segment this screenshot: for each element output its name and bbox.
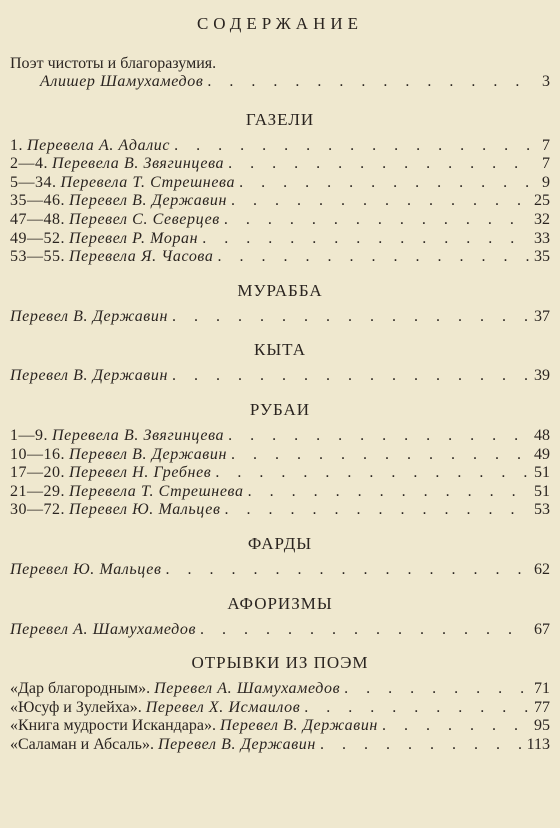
page-number: 7 — [542, 155, 550, 173]
page-number: 9 — [542, 173, 550, 191]
toc-entry — [10, 137, 550, 156]
section-spacer — [10, 92, 550, 110]
entry-translator: Перевел С. Северцев — [69, 210, 220, 228]
section-spacer — [10, 639, 550, 653]
leader-dots — [172, 308, 530, 327]
leader-dots — [344, 680, 530, 699]
page-number: 25 — [534, 192, 550, 210]
entry-label — [10, 699, 300, 718]
page-number: 33 — [534, 229, 550, 247]
section-block — [10, 340, 550, 386]
entry-translator: Перевел Ю. Мальцев — [69, 501, 221, 519]
leader-dots — [228, 155, 530, 174]
section-heading: ФАРДЫ — [247, 533, 313, 553]
entry-number: «Дар благородным». — [10, 680, 151, 698]
entry-translator: Перевела Т. Стрешнева — [69, 482, 244, 500]
section-block — [10, 534, 550, 580]
leader-dots — [217, 248, 530, 267]
section-block — [10, 400, 550, 520]
entry-translator: Перевел Х. Исмаилов — [145, 698, 301, 716]
entry-translator: Перевел А. Шамухамедов — [154, 680, 341, 698]
section-spacer — [10, 580, 550, 594]
section-spacer — [10, 386, 550, 400]
entry-number: 35—46. — [10, 192, 65, 210]
entry-label — [10, 501, 221, 520]
entry-label — [10, 230, 198, 249]
entry-label — [10, 446, 227, 465]
entry-translator: Перевела Т. Стрешнева — [60, 173, 236, 191]
toc-entry — [10, 717, 550, 736]
entry-label — [10, 680, 340, 699]
entry-number: 30—72. — [10, 501, 65, 519]
entry-label — [10, 464, 211, 483]
entry-translator: Перевела А. Адалис — [27, 136, 171, 154]
leader-dots — [225, 501, 530, 520]
toc-entry — [10, 699, 550, 718]
entry-label — [10, 192, 227, 211]
section-heading: АФОРИЗМЫ — [227, 593, 333, 613]
entry-label — [10, 367, 168, 386]
leader-dots — [304, 699, 530, 718]
leader-dots — [202, 230, 530, 249]
entry-number: 21—29. — [10, 482, 65, 500]
entry-label — [10, 483, 244, 502]
entry-label — [10, 427, 224, 446]
entry-translator: Перевела В. Звягинцева — [52, 155, 225, 173]
section-heading: РУБАИ — [249, 399, 311, 419]
section-heading: ГАЗЕЛИ — [245, 109, 315, 129]
entry-label — [10, 561, 162, 580]
toc-entry — [10, 367, 550, 386]
toc-entry — [10, 427, 550, 446]
page-number: 51 — [534, 464, 550, 482]
page-number: 67 — [534, 620, 550, 638]
leader-dots — [174, 137, 530, 156]
entry-label — [10, 308, 168, 327]
entry-translator: Перевела Я. Часова — [69, 248, 214, 266]
leader-dots — [215, 464, 530, 483]
page-number: 7 — [542, 136, 550, 154]
page-number: 3 — [542, 73, 550, 90]
entry-number: 47—48. — [10, 210, 65, 228]
leader-dots — [248, 483, 530, 502]
toc-entry — [10, 501, 550, 520]
entry-translator: Перевел В. Державин — [10, 307, 168, 325]
toc-entry — [10, 192, 550, 211]
toc-entry — [10, 483, 550, 502]
toc-entry — [10, 174, 550, 193]
toc-entry — [10, 230, 550, 249]
section-heading: КЫТА — [254, 340, 306, 360]
entry-translator: Перевел В. Державин — [219, 717, 378, 735]
section-heading: ОТРЫВКИ ИЗ ПОЭМ — [191, 653, 369, 673]
leader-dots — [166, 561, 530, 580]
page-title: СОДЕРЖАНИЕ — [196, 14, 364, 33]
leader-dots — [207, 73, 530, 92]
leader-dots — [382, 717, 530, 736]
page-number: 32 — [534, 210, 550, 228]
toc-entry — [10, 621, 550, 640]
entry-label — [10, 137, 170, 156]
entry-translator: Перевел Н. Гребнев — [69, 464, 212, 482]
page-number: 95 — [534, 717, 550, 735]
toc-entry — [10, 680, 550, 699]
page-number: 37 — [534, 307, 550, 325]
section-block — [10, 653, 550, 754]
entry-label — [10, 248, 213, 267]
entry-number: 10—16. — [10, 445, 65, 463]
toc-entry — [10, 73, 550, 92]
entry-translator: Перевел В. Державин — [69, 445, 227, 463]
intro-author: Алишер Шамухамедов — [40, 73, 204, 90]
leader-dots — [172, 367, 530, 386]
section-spacer — [10, 267, 550, 281]
entry-number: 2—4. — [10, 155, 48, 173]
page-number: 53 — [534, 501, 550, 519]
entry-label — [10, 155, 224, 174]
toc-entry — [10, 308, 550, 327]
entry-number: «Юсуф и Зулейха». — [10, 698, 142, 716]
page-number: 71 — [534, 680, 550, 698]
entry-number: 1—9. — [10, 426, 48, 444]
entry-number: 53—55. — [10, 248, 65, 266]
entry-label — [10, 621, 196, 640]
toc-entry — [10, 446, 550, 465]
intro-entry — [10, 54, 550, 92]
entry-number: 49—52. — [10, 229, 65, 247]
leader-dots — [239, 174, 530, 193]
entry-label — [10, 211, 220, 230]
entry-number: 5—34. — [10, 173, 57, 191]
entry-label — [10, 717, 378, 736]
section-block — [10, 281, 550, 327]
toc-entry — [10, 464, 550, 483]
page-number: 113 — [526, 735, 550, 753]
contents-sections — [10, 92, 550, 755]
entry-translator: Перевела В. Звягинцева — [52, 426, 225, 444]
page-number: 39 — [534, 367, 550, 385]
section-spacer — [10, 326, 550, 340]
leader-dots — [320, 736, 523, 755]
page-number: 49 — [534, 445, 550, 463]
toc-entry — [10, 736, 550, 755]
contents-page — [10, 8, 550, 754]
section-block — [10, 110, 550, 267]
entry-number: «Книга мудрости Искандара». — [10, 717, 216, 735]
entry-translator: Перевел А. Шамухамедов — [10, 620, 196, 638]
entry-translator: Перевел В. Державин — [10, 367, 168, 385]
entry-translator: Перевел Р. Моран — [69, 229, 199, 247]
toc-entry — [10, 248, 550, 267]
entry-label — [10, 174, 235, 193]
toc-entry — [10, 211, 550, 230]
intro-title: Поэт чистоты и благоразумия. — [10, 55, 217, 72]
page-number: 51 — [534, 482, 550, 500]
leader-dots — [224, 211, 530, 230]
leader-dots — [231, 446, 530, 465]
page-number: 62 — [534, 560, 550, 578]
entry-translator: Перевел В. Державин — [69, 192, 227, 210]
page-number: 35 — [534, 248, 550, 266]
leader-dots — [231, 192, 530, 211]
leader-dots — [228, 427, 530, 446]
entry-number: «Саламан и Абсаль». — [10, 735, 154, 753]
entry-label — [10, 736, 316, 755]
toc-entry — [10, 561, 550, 580]
section-spacer — [10, 520, 550, 534]
section-heading: МУРАББА — [237, 280, 323, 300]
page-number: 77 — [534, 698, 550, 716]
leader-dots — [200, 621, 530, 640]
entry-number: 17—20. — [10, 464, 65, 482]
section-block — [10, 594, 550, 640]
entry-number: 1. — [10, 136, 23, 154]
entry-translator: Перевел Ю. Мальцев — [10, 560, 162, 578]
toc-entry — [10, 155, 550, 174]
entry-translator: Перевел В. Державин — [157, 735, 316, 753]
page-number: 48 — [534, 426, 550, 444]
